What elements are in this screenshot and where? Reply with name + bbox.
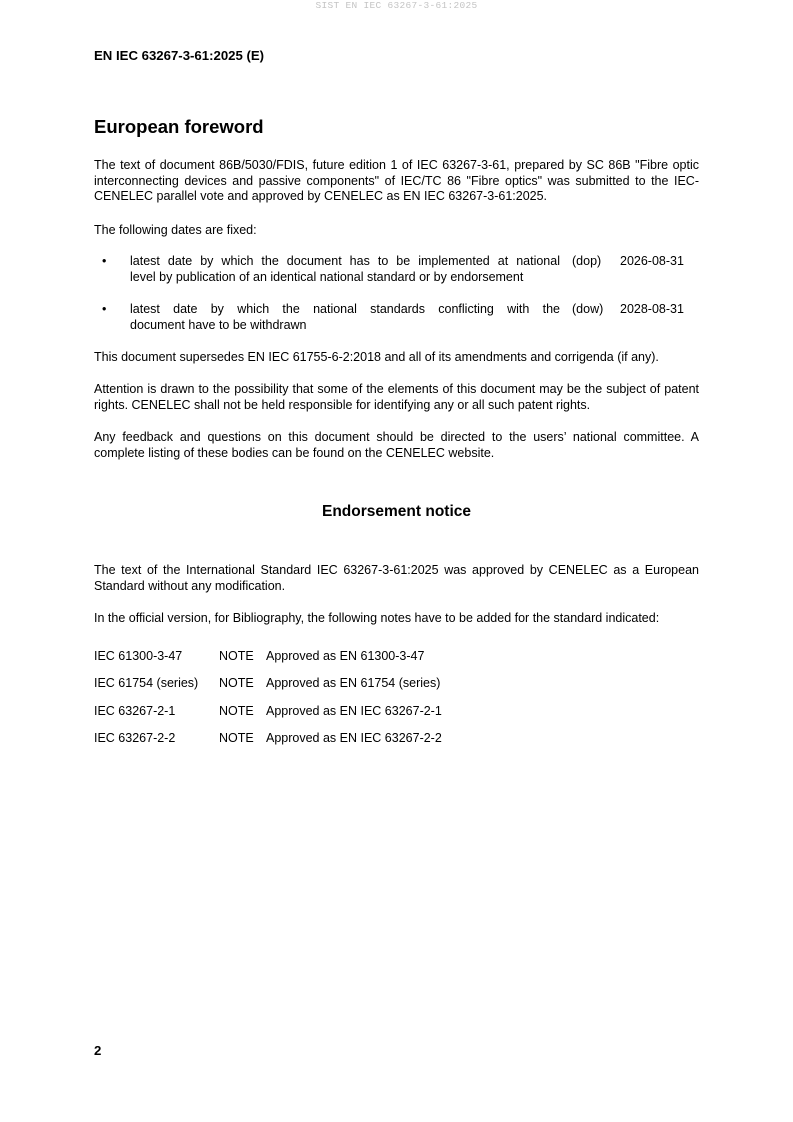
foreword-title: European foreword xyxy=(94,116,264,137)
date-code: (dow) xyxy=(572,302,604,316)
note-label: NOTE xyxy=(219,676,254,690)
date-item-text: latest date by which the document has to be implemented at national xyxy=(130,254,560,268)
bibliography-intro: In the official version, for Bibliography, the following notes have to be added for the standard indicated: xyxy=(94,611,660,625)
bibliography-note-row xyxy=(94,676,699,692)
patent-paragraph: Attention is drawn to the possibility that some of the elements of this document may be the subject of patent rights. CENELEC shall not be held responsible for identifying any or all such patent rights. xyxy=(94,382,699,412)
bibliography-note-row xyxy=(94,649,699,665)
bullet-marker: • xyxy=(102,254,107,268)
bibliography-note-row xyxy=(94,704,699,720)
standard-ref: IEC 63267-2-1 xyxy=(94,704,176,718)
date-value: 2026-08-31 xyxy=(620,254,684,268)
document-header: EN IEC 63267-3-61:2025 (E) xyxy=(94,48,265,63)
endorsement-title: Endorsement notice xyxy=(322,503,471,520)
date-value: 2028-08-31 xyxy=(620,302,684,316)
feedback-paragraph: Any feedback and questions on this document should be directed to the users’ national committee. A complete listing of these bodies can be found on the CENELEC website. xyxy=(94,430,699,460)
bullet-marker: • xyxy=(102,302,107,316)
watermark: SIST EN IEC 63267-3-61:2025 xyxy=(315,0,478,11)
standard-ref: IEC 63267-2-2 xyxy=(94,731,176,745)
standard-ref: IEC 61754 (series) xyxy=(94,676,199,690)
note-text: Approved as EN IEC 63267-2-1 xyxy=(266,704,442,718)
date-item-text-continued: level by publication of an identical national standard or by endorsement xyxy=(130,269,524,284)
date-item-text: latest date by which the national standards conflicting with the xyxy=(130,302,560,316)
note-text: Approved as EN 61754 (series) xyxy=(266,676,441,690)
note-label: NOTE xyxy=(219,649,254,663)
bibliography-note-row xyxy=(94,731,699,747)
date-item-dow xyxy=(94,302,699,342)
dates-intro: The following dates are fixed: xyxy=(94,223,257,237)
date-item-dop xyxy=(94,254,699,294)
supersedes-paragraph: This document supersedes EN IEC 61755-6-2:2018 and all of its amendments and corrigenda (if any). xyxy=(94,350,659,364)
foreword-intro-paragraph: The text of document 86B/5030/FDIS, future edition 1 of IEC 63267-3-61, prepared by SC 86B "Fibre optic interconnecting devices and passive components" of IEC/TC 86 "Fibre optics" was submitted to the IEC-CENELEC parallel vote and approved by CENELEC as EN IEC 63267-3-61:2025. xyxy=(94,158,699,204)
note-label: NOTE xyxy=(219,704,254,718)
standard-ref: IEC 61300-3-47 xyxy=(94,649,183,663)
date-item-text-continued: document have to be withdrawn xyxy=(130,317,307,332)
date-code: (dop) xyxy=(572,254,602,268)
note-text: Approved as EN 61300-3-47 xyxy=(266,649,425,663)
note-label: NOTE xyxy=(219,731,254,745)
page-number: 2 xyxy=(94,1043,102,1058)
endorsement-paragraph: The text of the International Standard IEC 63267-3-61:2025 was approved by CENELEC as a European Standard without any modification. xyxy=(94,563,699,593)
note-text: Approved as EN IEC 63267-2-2 xyxy=(266,731,442,745)
